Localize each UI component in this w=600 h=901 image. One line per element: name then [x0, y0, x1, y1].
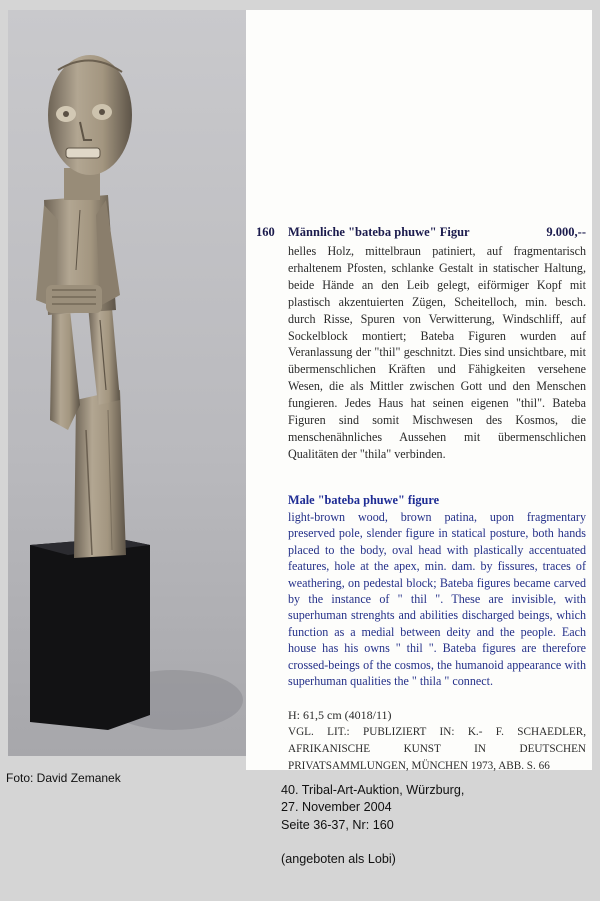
lot-title-german: Männliche "bateba phuwe" Figur [288, 225, 470, 239]
auction-info [281, 782, 464, 869]
sculpture-photo [8, 10, 246, 756]
lot-title-english: Male "bateba phuwe" figure [288, 493, 440, 507]
photo-credit: Foto: David Zemanek [6, 771, 121, 785]
bateba-figure-image [8, 10, 246, 756]
catalog-page [246, 10, 592, 770]
auction-date: 27. November 2004 [281, 800, 392, 815]
auction-page-ref: Seite 36-37, Nr: 160 [281, 817, 394, 832]
lot-number: 160 [256, 225, 275, 239]
description-english: light-brown wood, brown patina, upon fragmentary preserved pole, slender figure in statical posture, both hands placed to the body, oval head with plastically accentuated features, hole at the apex, min. dam. by fissures, traces of weathering, on pedestal block; Bateba figures became carved by the instance of " thil ". These are invisible, with superhuman strenghts and abilities discharged beings, which function as a medial between deity and the people. Each house has his owns " thil ". Bateba figures are therefore crossed-beings of the cosmos, the humanoid appearance with superhuman qualities the " thila " connect. [288, 510, 586, 689]
lot-price: 9.000,-- [546, 225, 586, 239]
auction-name: 40. Tribal-Art-Auktion, Würzburg, [281, 783, 465, 797]
auction-note: (angeboten als Lobi) [281, 852, 396, 867]
literature-reference: VGL. LIT.: PUBLIZIERT IN: K.- F. SCHAEDLER, AFRIKANISCHE KUNST IN DEUTSCHEN PRIVATSAMMLUNGEN, MÜNCHEN 1973, ABB. S. 66 [288, 726, 586, 772]
dimensions: H: 61,5 cm (4018/11) [288, 708, 392, 722]
description-german: helles Holz, mittelbraun patiniert, auf fragmentarisch erhaltenem Pfosten, schlanke Gestalt in statischer Haltung, beide Hände an den Leib gelegt, eiförmiger Kopf mit plastisch akzentuierten Zügen, Scheitelloch, min. besch. durch Risse, Spuren von Verwitterung, Windschliff, auf Sockelblock montiert; Bateba Figuren wurden auf Veranlassung der "thil" geschnitzt. Dies sind unsichtbare, mit übermenschlichen Kräften und Fähigkeiten versehene Wesen, die als Mittler zwischen Gott und den Menschen fungieren. Jedes Haus hat seinen eigenen "thil". Bateba Figuren sind somit Mischwesen des Kosmos, die menschenähnliches Aussehen mit übermenschlichen Qualitäten der "thila" verbinden. [288, 244, 586, 461]
